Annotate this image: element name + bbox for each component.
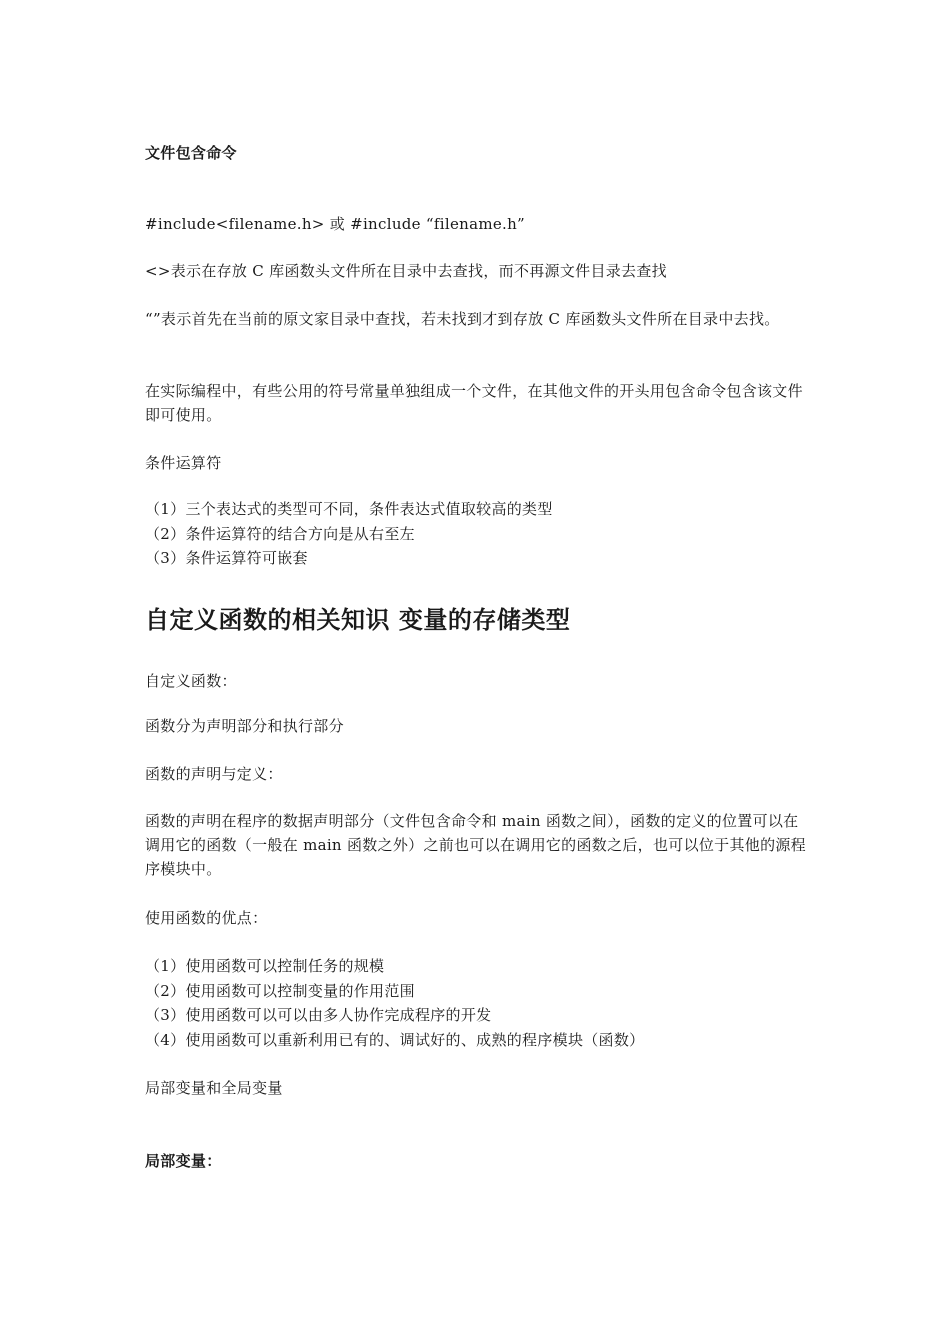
- custom-function-label: 自定义函数：: [145, 672, 237, 690]
- advantages-list: [145, 954, 813, 1052]
- list-item: （1）使用函数可以控制任务的规模: [145, 957, 385, 975]
- heading-file-include: 文件包含命令: [145, 144, 237, 162]
- heading-custom-functions: 自定义函数的相关知识 变量的存储类型: [145, 605, 571, 634]
- conditional-operator-list: [145, 497, 813, 571]
- list-item: （2）条件运算符的结合方向是从右至左: [145, 524, 415, 543]
- list-item: （3）条件运算符可嵌套: [145, 549, 308, 567]
- practice-description: 在实际编程中，有些公用的符号常量单独组成一个文件，在其他文件的开头用包含命令包含该文件即可使用。: [145, 382, 803, 424]
- conditional-operator-title: 条件运算符: [145, 454, 222, 472]
- include-syntax: #include<filename.h> 或 #include “filename.h”: [145, 215, 526, 233]
- list-item: （4）使用函数可以重新利用已有的、调试好的、成熟的程序模块（函数）: [145, 1030, 645, 1049]
- declaration-definition-description: 函数的声明在程序的数据声明部分（文件包含命令和 main 函数之间），函数的定义的位置可以在调用它的函数（一般在 main 函数之外）之前也可以在调用它的函数之后，也可以位于其他的源程序模块中。: [145, 812, 806, 878]
- heading-local-variables: 局部变量：: [145, 1152, 222, 1170]
- list-item: （1）三个表达式的类型可不同，条件表达式值取较高的类型: [145, 500, 553, 518]
- list-item: （3）使用函数可以可以由多人协作完成程序的开发: [145, 1006, 492, 1024]
- angle-bracket-description: <>表示在存放 C 库函数头文件所在目录中去查找，而不再源文件目录去查找: [145, 262, 667, 280]
- local-global-variables: 局部变量和全局变量: [145, 1079, 283, 1097]
- declaration-definition-title: 函数的声明与定义：: [145, 765, 283, 783]
- function-parts: 函数分为声明部分和执行部分: [145, 717, 344, 735]
- advantages-title: 使用函数的优点：: [145, 909, 268, 927]
- list-item: （2）使用函数可以控制变量的作用范围: [145, 981, 415, 1000]
- quote-description: “”表示首先在当前的原文家目录中查找，若未找到才到存放 C 库函数头文件所在目录中去找。: [145, 310, 780, 328]
